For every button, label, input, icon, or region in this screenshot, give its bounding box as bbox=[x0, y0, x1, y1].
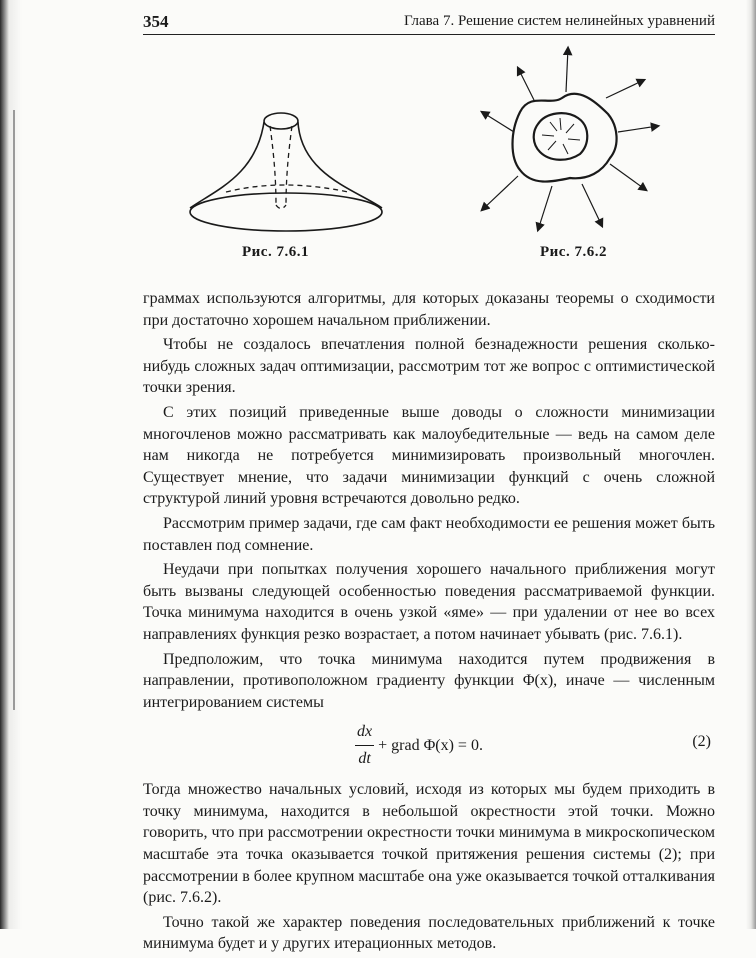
figure-7-6-2 bbox=[470, 40, 720, 245]
book-spine-shadow bbox=[0, 0, 22, 929]
book-spine-line bbox=[13, 110, 15, 710]
figure-7-6-2-caption: Рис. 7.6.2 bbox=[540, 244, 607, 260]
paragraph: Неудачи при попытках получения хорошего начального приближения могут быть вызваны следующей особенностью поведения рассматриваемой функции. Точка минимума находится в очень узкой «яме» — при удалении от нее во всех направлениях функция резко возрастает, а потом начинает убывать (рис. 7.6.1). bbox=[143, 561, 715, 643]
equation-rest: + grad Φ(x) = 0. bbox=[378, 736, 483, 754]
paragraph: Точно такой же характер поведения последовательных приближений к точке минимума будет и у других итерационных методов. bbox=[143, 913, 715, 953]
paragraph: Рассмотрим пример задачи, где сам факт необходимости ее решения может быть поставлен под сомнение. bbox=[143, 514, 715, 554]
page-edge-shadow bbox=[746, 0, 756, 929]
paragraph: Предположим, что точка минимума находится путем продвижения в направлении, противоположном градиенту функции Φ(x), иначе — численным интегрированием системы bbox=[143, 650, 715, 711]
funnel-surface-icon bbox=[186, 40, 386, 235]
paragraph: Тогда множество начальных условий, исходя из которых мы будем приходить в точку минимума, находится в небольшой окрестности этой точки. Можно говорить, что при рассмотрении окрестности точки минимума в микроскопическом масштабе эта точка оказывается точкой притяжения решения системы (2); при рассмотрении в более крупном масштабе она уже оказывается точкой отталкивания (рис. 7.6.2). bbox=[143, 781, 715, 907]
running-head: Глава 7. Решение систем нелинейных уравнений bbox=[403, 13, 715, 29]
paragraph: граммах используются алгоритмы, для которых доказаны теоремы о сходимости при достаточно хорошем начальном приближении. bbox=[143, 290, 715, 329]
figure-7-6-1-caption: Рис. 7.6.1 bbox=[242, 244, 309, 260]
equation-body bbox=[355, 721, 483, 769]
paragraph: Чтобы не создалось впечатления полной безнадежности решения сколько-нибудь сложных задач оптимизации, рассмотрим тот же вопрос с оптимистической точки зрения. bbox=[143, 336, 715, 397]
repelling-region-icon bbox=[470, 40, 720, 245]
figure-7-6-1 bbox=[186, 40, 386, 235]
derivative-fraction bbox=[355, 721, 374, 769]
equation-number: (2) bbox=[692, 733, 711, 751]
page-number: 354 bbox=[143, 12, 169, 31]
fraction-numerator: dx bbox=[355, 721, 374, 746]
equation-2 bbox=[143, 717, 715, 775]
page-header bbox=[143, 10, 715, 35]
fraction-denominator: dt bbox=[358, 749, 371, 767]
paragraph: С этих позиций приведенные выше доводы о сложности минимизации многочленов можно рассматривать как малоубедительные — ведь на самом деле нам никогда не потребуется минимизировать произвольный многочлен. Существует мнение, что задачи минимизации функций с очень сложной структурой линий уровня встречаются довольно редко. bbox=[143, 403, 715, 508]
body-text bbox=[143, 288, 715, 958]
